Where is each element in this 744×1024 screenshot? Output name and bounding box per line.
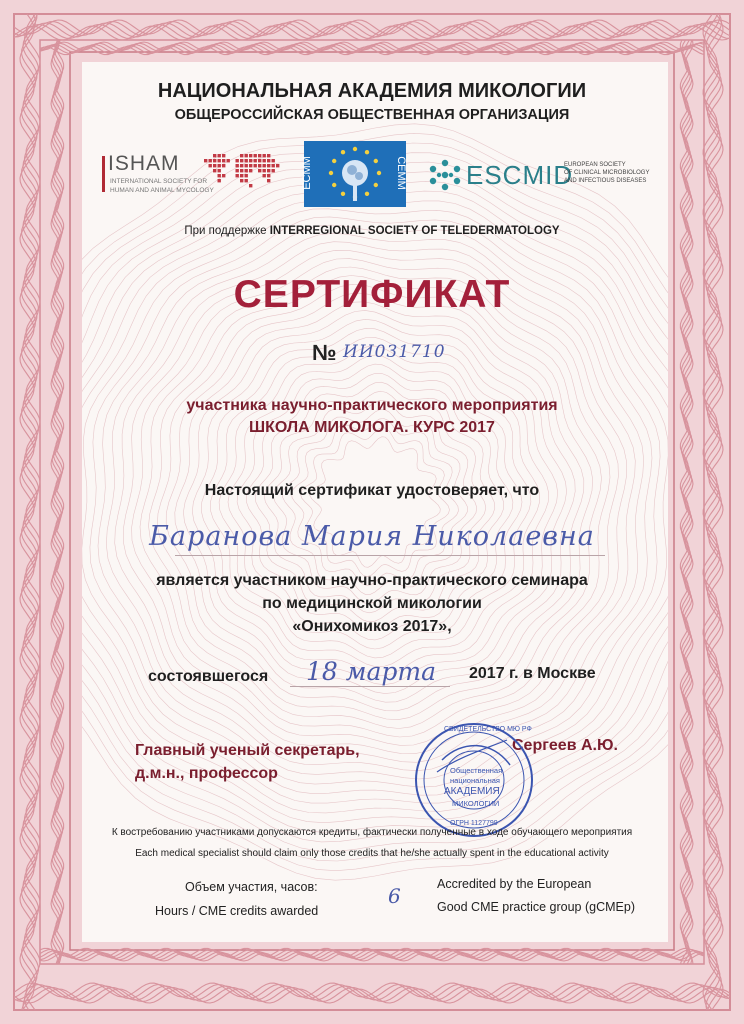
signatory-title-1: Главный ученый секретарь, <box>135 742 360 759</box>
ecmm-logo-left: ECMM <box>300 156 313 190</box>
accredited-line-2: Good CME practice group (gCMEp) <box>437 900 635 914</box>
stamp-ring-bottom: ОГРН 1127799 <box>450 820 498 827</box>
credits-note-ru: К востребованию участниками допускаются кредиты, фактически полученные в ходе обучающего мероприятия <box>111 827 633 838</box>
participant-line-1: является участником научно-практического семинара <box>156 572 588 589</box>
stamp-line-3: АКАДЕМИЯ <box>444 786 500 797</box>
world-map-icon <box>204 154 284 194</box>
participant-line-3: «Онихомикоз 2017», <box>292 618 452 635</box>
held-date-underline <box>290 686 450 687</box>
escmid-logo-line1: EUROPEAN SOCIETY <box>564 162 626 168</box>
escmid-logo <box>428 156 658 196</box>
held-label: состоявшегося <box>148 668 269 685</box>
event-line-2: ШКОЛА МИКОЛОГА. КУРС 2017 <box>249 419 495 436</box>
ecmm-logo-right: CEMM <box>394 156 407 190</box>
isham-logo-line1: INTERNATIONAL SOCIETY FOR <box>110 178 208 185</box>
academy-name: НАЦИОНАЛЬНАЯ АКАДЕМИЯ МИКОЛОГИИ <box>157 80 587 102</box>
isham-logo-bar <box>102 156 105 192</box>
escmid-logo-name: ESCMID <box>466 160 574 190</box>
signatory-title-2: д.м.н., профессор <box>135 765 278 782</box>
accredited-line-1: Accredited by the European <box>437 877 592 891</box>
event-line-1: участника научно-практического мероприятия <box>186 397 558 414</box>
organization-type: ОБЩЕРОССИЙСКАЯ ОБЩЕСТВЕННАЯ ОРГАНИЗАЦИЯ <box>174 107 570 123</box>
certificate-title: СЕРТИФИКАТ <box>233 273 511 316</box>
certificate-number: ИИ031710 <box>343 342 446 362</box>
escmid-logo-line3: AND INFECTIOUS DISEASES <box>564 178 647 184</box>
stamp-line-1: Общественная <box>450 766 503 775</box>
held-date: 18 марта <box>306 657 437 686</box>
stamp-ring-top: СВИДЕТЕЛЬСТВО МЮ РФ <box>444 726 532 733</box>
support-org: INTERREGIONAL SOCIETY OF TELEDERMATOLOGY <box>269 225 560 237</box>
stamp-line-2: национальная <box>450 776 500 785</box>
support-line <box>0 225 744 237</box>
isham-logo-name: ISHAM <box>108 152 180 175</box>
credits-note-en: Each medical specialist should claim only those credits that he/she actually spent in the educational activity <box>135 848 609 859</box>
signatory-name: Сергеев А.Ю. <box>512 737 618 754</box>
ecmm-logo <box>300 141 407 207</box>
recipient-underline <box>175 555 605 556</box>
isham-logo-line2: HUMAN AND ANIMAL MYCOLOGY <box>110 187 214 194</box>
escmid-logo-line2: OF CLINICAL MICROBIOLOGY <box>564 170 650 176</box>
recipient-name: Баранова Мария Николаевна <box>149 521 595 552</box>
escmid-molecule-icon <box>428 158 462 192</box>
hours-label-en: Hours / CME credits awarded <box>155 904 319 918</box>
official-stamp <box>412 720 536 840</box>
participant-line-2: по медицинской микологии <box>262 595 482 612</box>
support-prefix: При поддержке <box>184 225 267 237</box>
isham-logo <box>102 152 287 202</box>
hours-label-ru: Объем участия, часов: <box>185 880 318 894</box>
number-sign: № <box>312 340 337 365</box>
hours-value: 6 <box>388 884 401 908</box>
certifies-text: Настоящий сертификат удостоверяет, что <box>204 482 540 499</box>
stamp-line-4: МИКОЛОГИИ <box>452 799 500 808</box>
held-suffix: 2017 г. в Москве <box>469 665 596 682</box>
dandelion-stars-icon <box>326 143 384 205</box>
